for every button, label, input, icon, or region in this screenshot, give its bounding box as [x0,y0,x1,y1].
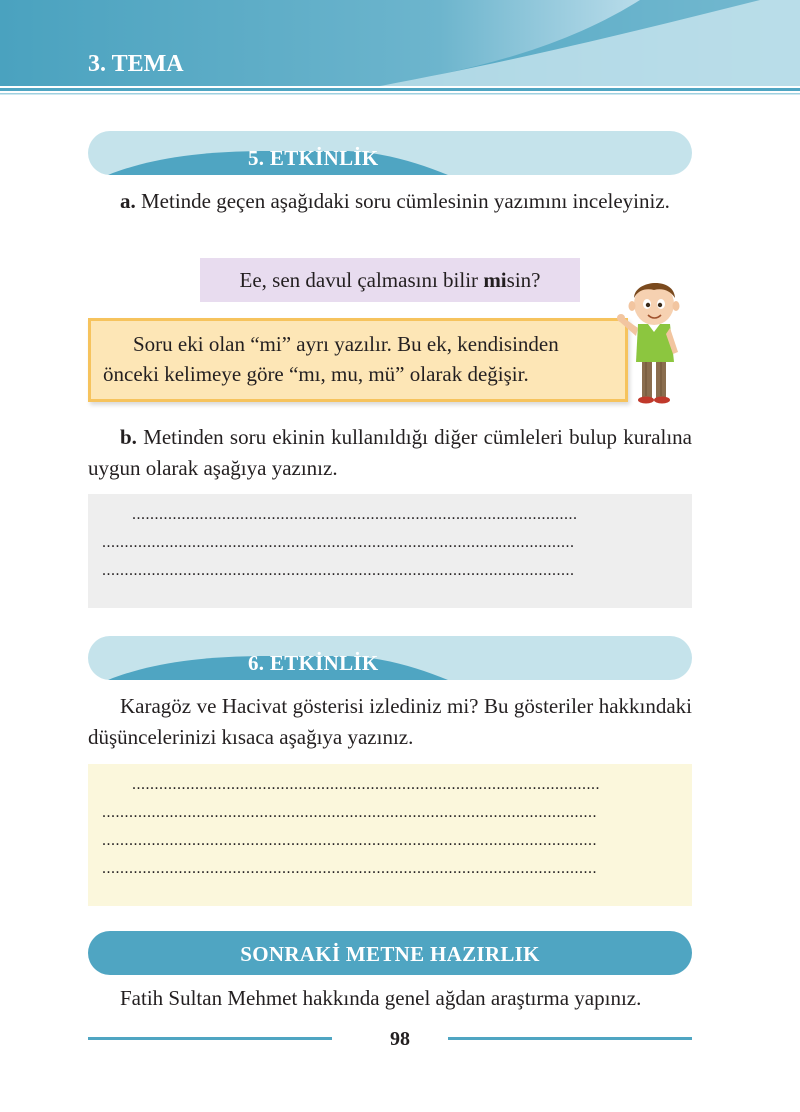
activity-6-banner [88,636,692,680]
answer-line[interactable]: .............................................................................................................. [102,832,597,849]
activity-5-title: 5. ETKİNLİK [248,146,379,170]
next-text-block [88,983,692,1014]
boy-illustration [612,272,692,404]
question-text-before: Ee, sen davul çalmasını bilir [239,268,484,292]
example-question-box [200,258,580,302]
activity-5-part-b [88,422,692,484]
activity-6-text: Karagöz ve Hacivat gösterisi izlediniz mi? Bu gösteriler hakkındaki düşüncelerinizi kısaca aşağıya yazınız. [88,694,692,749]
answer-line[interactable]: ........................................................................................................ [132,776,600,793]
answer-line[interactable]: .............................................................................................................. [102,860,597,877]
part-a-text: Metinde geçen aşağıdaki soru cümlesinin yazımını inceleyiniz. [135,189,670,213]
next-text-instruction: Fatih Sultan Mehmet hakkında genel ağdan araştırma yapınız. [120,986,642,1010]
answer-line[interactable]: ......................................................................................................... [102,562,575,579]
part-a-label: a. [120,189,136,213]
footer-line-right [448,1037,692,1040]
header-wave-graphic [0,0,800,100]
activity-5-part-a [88,186,692,217]
activity-6-answer-area[interactable] [88,764,692,906]
page-header [0,0,800,100]
answer-line[interactable]: ................................................................................................... [132,506,578,523]
rule-line-2: önceki kelimeye göre “mı, mu, mü” olarak değişir. [103,362,529,386]
part-b-text: Metinden soru ekinin kullanıldığı diğer cümleleri bulup kuralına uygun olarak aşağıya yazınız. [88,425,692,480]
activity-5-answer-area[interactable] [88,494,692,608]
answer-line[interactable]: .............................................................................................................. [102,804,597,821]
banner-shape [88,636,692,680]
page-number: 98 [390,1028,410,1050]
activity-6-title: 6. ETKİNLİK [248,651,379,675]
question-text-bold: mi [483,268,507,292]
part-b-label: b. [120,425,137,449]
activity-6-text-block [88,691,692,753]
banner-shape [88,131,692,175]
question-text-after: sin? [506,268,541,292]
answer-line[interactable]: ......................................................................................................... [102,534,575,551]
footer-line-left [88,1037,332,1040]
theme-label: 3. TEMA [88,51,184,77]
rule-line-1: Soru eki olan “mi” ayrı yazılır. Bu ek, kendisinden [133,332,559,356]
next-text-banner: SONRAKİ METNE HAZIRLIK [88,931,692,975]
activity-5-banner [88,131,692,175]
grammar-rule-box [88,318,628,402]
